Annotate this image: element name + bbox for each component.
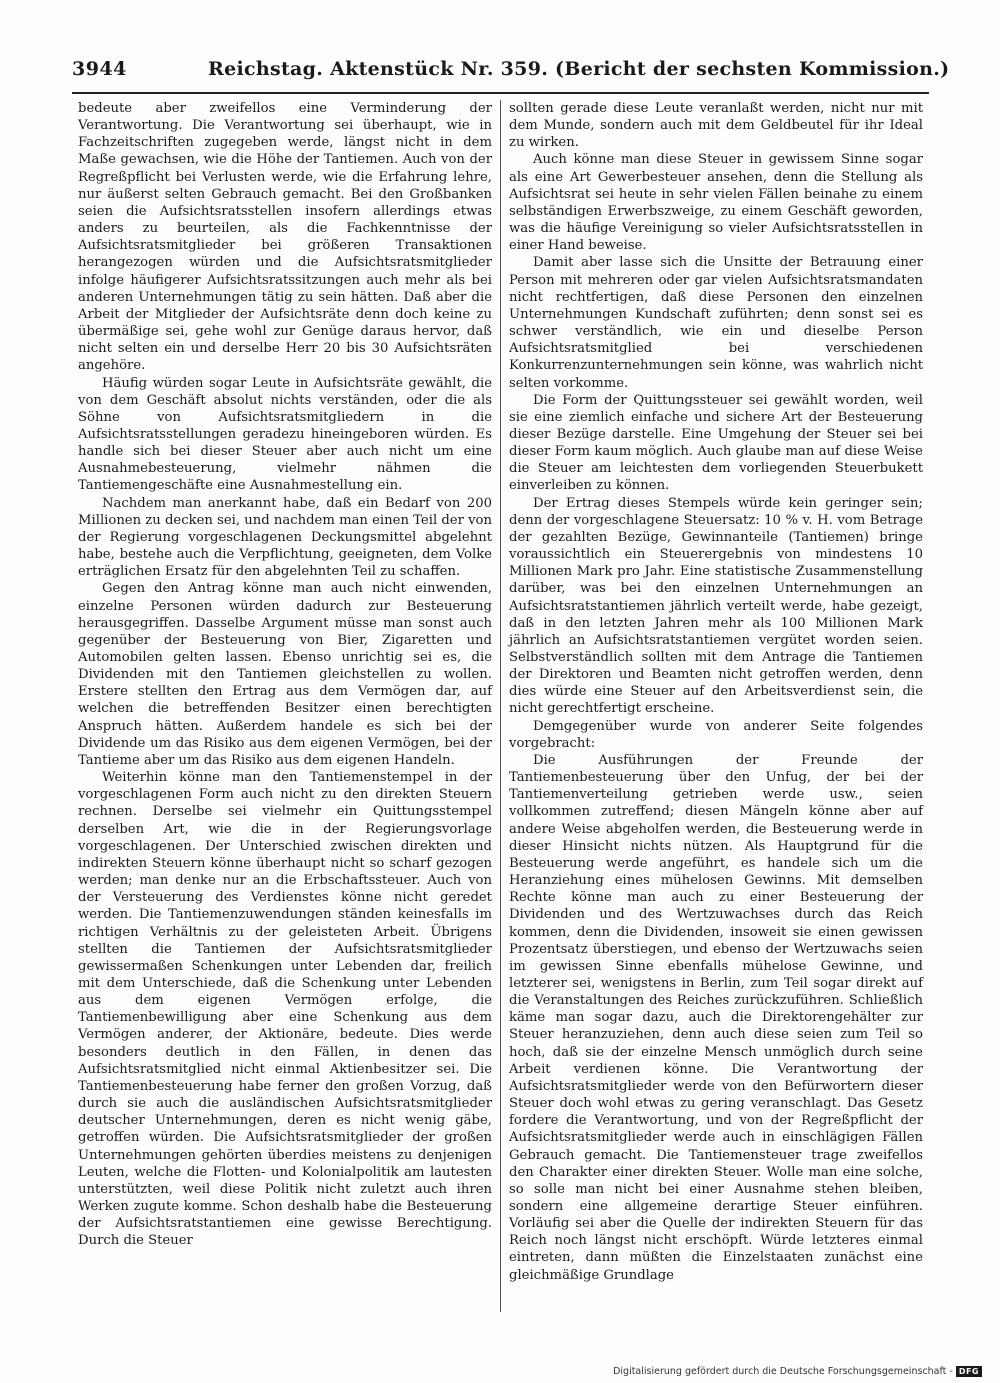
right-column (509, 100, 923, 1284)
paragraph: Demgegenüber wurde von anderer Seite folgendes vorgebracht: (509, 718, 923, 751)
digitization-credit (613, 1366, 982, 1377)
page-number: 3944 (72, 58, 127, 80)
page-header (72, 58, 950, 90)
paragraph: Die Form der Quittungssteuer sei gewählt worden, weil sie eine ziemlich einfache und sichere Art der Besteuerung dieser Bezüge darstelle. Eine Umgehung der Steuer sei bei dieser Form kaum möglich. Auch glaube man auf diese Weise die Steuer am leichtesten dem vorliegenden Steuerbukett einverleiben zu können. (509, 392, 923, 494)
paragraph: Häufig würden sogar Leute in Aufsichtsräte gewählt, die von dem Geschäft absolut nichts verständen, oder die als Söhne von Aufsichtsratsmitgliedern in die Aufsichtsratsstellungen geradezu hineingeboren würden. Es handle sich bei dieser Steuer aber auch nicht um eine Ausnahmebesteuerung, vielmehr nähmen die Tantiemengeschäfte eine Ausnahmestellung ein. (78, 375, 492, 494)
left-column (78, 100, 492, 1249)
paragraph: bedeute aber zweifellos eine Verminderung der Verantwortung. Die Verantwortung sei überhaupt, wie in Fachzeitschriften zugegeben werde, längst nicht in dem Maße gewachsen, wie die Höhe der Tantiemen. Auch von der Regreßpflicht bei Verlusten werde, wie die Erfahrung lehre, nur äußerst selten Gebrauch gemacht. Bei den Großbanken seien die Aufsichtsratsstellen insofern allerdings etwas anders zu beurteilen, als die Fachkenntnisse der Aufsichtsratsmitglieder bei größeren Transaktionen herangezogen würden und die Aufsichtsratsmitglieder infolge häufigerer Aufsichtsratssitzungen auch mehr als bei anderen Unternehmungen tätig zu sein hätten. Daß aber die Arbeit der Mitglieder der Aufsichtsräte denn doch keine zu übermäßige sei, gehe wohl zur Genüge daraus hervor, daß nicht selten ein und derselbe Herr 20 bis 30 Aufsichtsräten angehöre. (78, 101, 492, 374)
running-head: Reichstag. Aktenstück Nr. 359. (Bericht der sechsten Kommission.) (208, 58, 950, 80)
credit-text: Digitalisierung gefördert durch die Deutsche Forschungsgemeinschaft - (613, 1366, 953, 1377)
paragraph: Nachdem man anerkannt habe, daß ein Bedarf von 200 Millionen zu decken sei, und nachdem man einen Teil der von der Regierung vorgeschlagenen Deckungsmittel abgelehnt habe, bestehe auch die Verpflichtung, geeigneten, dem Volke erträglichen Ersatz für den abgelehnten Teil zu schaffen. (78, 495, 492, 580)
paragraph: Die Ausführungen der Freunde der Tantiemenbesteuerung über den Unfug, der bei der Tantiemenverteilung getrieben werde usw., seien vollkommen zutreffend; diesen Mängeln könne aber auf andere Weise abgeholfen werden, die Besteuerung werde in dieser Hinsicht nichts nützen. Als Hauptgrund für die Besteuerung werde angeführt, es handele sich um die Heranziehung eines mühelosen Gewinns. Mit demselben Rechte könne man auch zu einer Besteuerung der Dividenden und des Wertzuwachses durch das Reich kommen, denn die Dividenden, insoweit sie einen gewissen Prozentsatz überstiegen, und ebenso der Wertzuwachs seien im gewissen Sinne ebenfalls mühelose Gewinne, und letzterer sei, wenigstens in Berlin, zum Teil sogar direkt auf die Veranstaltungen des Reiches zurückzuführen. Schließlich käme man sogar dazu, auch die Direktorengehälter zur Steuer heranzuziehen, denn auch diese seien zum Teil so hoch, daß sie der einzelne Mensch unmöglich durch seine Arbeit verdienen könne. Die Verantwortung der Aufsichtsratsmitglieder werde von den Befürwortern dieser Steuer doch wohl etwas zu gering veranschlagt. Das Gesetz fordere die Verantwortung, und von der Regreßpflicht der Aufsichtsratsmitglieder werde auch in einschlägigen Fällen Gebrauch gemacht. Die Tantiemensteuer trage zweifellos den Charakter einer direkten Steuer. Wolle man eine solche, so solle man nicht bei einer Ausnahme stehen bleiben, sondern eine allgemeine derartige Steuer einführen. Vorläufig sei aber die Quelle der indirekten Steuern für das Reich noch längst nicht erschöpft. Würde letzteres einmal eintreten, dann müßten die Einzelstaaten zunächst eine gleichmäßige Grundlage (509, 752, 923, 1283)
paragraph: Auch könne man diese Steuer in gewissem Sinne sogar als eine Art Gewerbesteuer ansehen, denn die Stellung als Aufsichtsrat sei heute in sehr vielen Fällen beinahe zu einem selbständigen Erwerbszweige, zu einem Geschäft geworden, was die häufige Vereinigung so vieler Aufsichtsratsstellen in einer Hand beweise. (509, 152, 923, 254)
paragraph: Weiterhin könne man den Tantiemenstempel in der vorgeschlagenen Form auch nicht zu den direkten Steuern rechnen. Derselbe sei vielmehr ein Quittungsstempel derselben Art, wie die in der Regierungsvorlage vorgeschlagenen. Der Unterschied zwischen direkten und indirekten Steuern könne überhaupt nicht so scharf gezogen werden; man denke nur an die Erbschaftssteuer. Auch von der Versteuerung des Verdienstes könne nicht geredet werden. Die Tantiemenzuwendungen ständen keinesfalls im richtigen Verhältnis zu der geleisteten Arbeit. Übrigens stellten die Tantiemen der Aufsichtsratsmitglieder gewissermaßen Schenkungen unter Lebenden dar, freilich mit dem Unterschiede, daß die Schenkung unter Lebenden aus dem eigenen Vermögen erfolge, die Tantiemenbewilligung aber eine Schenkung aus dem Vermögen anderer, der Aktionäre, bedeute. Dies werde besonders deutlich in den Fällen, in denen das Aufsichtsratsmitglied nicht einmal Aktienbesitzer sei. Die Tantiemenbesteuerung habe ferner den großen Vorzug, daß durch sie auch die ausländischen Aufsichtsratsmitglieder deutscher Unternehmungen, deren es nicht wenig gäbe, getroffen würden. Die Aufsichtsratsmitglieder der großen Unternehmungen gehörten überdies meistens zu denjenigen Leuten, welche die Flotten- und Kolonialpolitik am lautesten unterstützten, weil diese Politik nicht zuletzt auch ihren Werken zugute komme. Schon deshalb habe die Besteuerung der Aufsichtsratstantiemen eine gewisse Berechtigung. Durch die Steuer (78, 770, 492, 1249)
paragraph: sollten gerade diese Leute veranlaßt werden, nicht nur mit dem Munde, sondern auch mit dem Geldbeutel für ihr Ideal zu wirken. (509, 101, 923, 151)
dfg-logo: DFG (956, 1366, 982, 1377)
header-rule (72, 92, 929, 94)
paragraph: Gegen den Antrag könne man auch nicht einwenden, einzelne Personen würden dadurch zur Besteuerung herausgegriffen. Dasselbe Argument müsse man sonst auch gegenüber der Besteuerung von Bier, Zigaretten und Automobilen gelten lassen. Ebenso unrichtig sei es, die Dividenden mit den Tantiemen gleichstellen zu wollen. Erstere stellten den Ertrag aus dem Vermögen dar, auf welchen die betreffenden Besitzer einen berechtigten Anspruch hätten. Außerdem handele es sich bei der Dividende um das Risiko aus dem eigenen Vermögen, bei der Tantieme aber um das Risiko aus dem eigenen Handeln. (78, 581, 492, 768)
paragraph: Damit aber lasse sich die Unsitte der Betrauung einer Person mit mehreren oder gar vielen Aufsichtsratsmandaten nicht rechtfertigen, daß diese Personen den einzelnen Unternehmungen Kundschaft zuführten; denn sonst sei es schwer verständlich, wie ein und dieselbe Person Aufsichtsratsmitglied bei verschiedenen Konkurrenzunternehmungen sein könne, was wahrlich nicht selten vorkomme. (509, 255, 923, 391)
column-divider (500, 100, 501, 1312)
paragraph: Der Ertrag dieses Stempels würde kein geringer sein; denn der vorgeschlagene Steuersatz: 10 % v. H. vom Betrage der gezahlten Bezüge, Gewinnanteile (Tantiemen) bringe voraussichtlich ein Steuerergebnis von mindestens 10 Millionen Mark pro Jahr. Eine statistische Zusammenstellung darüber, was bei den einzelnen Unternehmungen an Aufsichtsratstantiemen jährlich verteilt werde, habe gezeigt, daß in den letzten Jahren mehr als 100 Millionen Mark jährlich an Aufsichtsratstantiemen vergütet worden seien. Selbstverständlich sollten mit dem Antrage die Tantiemen der Direktoren und Beamten nicht getroffen werden, denn dies würde eine Steuer auf den Arbeitsverdienst sein, die nicht gerechtfertigt erscheine. (509, 495, 923, 717)
